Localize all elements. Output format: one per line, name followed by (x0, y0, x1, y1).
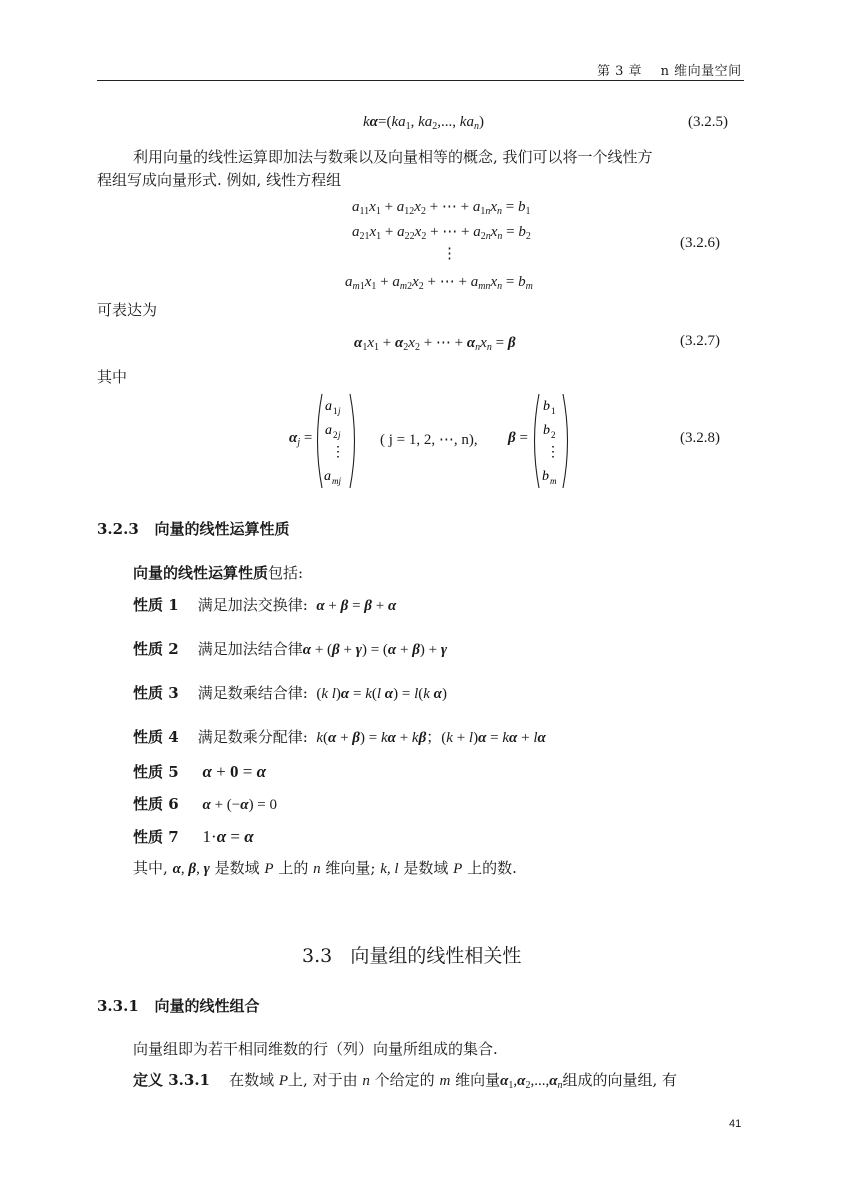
property-7: 性质 7 1·α = α (133, 827, 254, 846)
svg-text:a: a (325, 399, 332, 414)
page-number: 41 (729, 1118, 742, 1130)
def-text: 组成的向量组, 有 (562, 1071, 678, 1089)
property-label: 性质 5 (133, 763, 179, 781)
alpha-column-vector (312, 392, 360, 490)
svg-text:a: a (324, 469, 331, 484)
property-desc: 满足数乘结合律: (197, 684, 308, 702)
section-number: 3.3.1 (97, 997, 139, 1015)
express-label: 可表达为 (97, 301, 158, 319)
system-vdots: ⋮ (442, 246, 457, 262)
note-dim: n (313, 861, 321, 877)
section-number: 3.2.3 (97, 520, 139, 538)
property-desc: 满足加法交换律: (197, 596, 308, 614)
section-title: 向量组的线性相关性 (350, 945, 522, 967)
property-label: 性质 3 (133, 684, 179, 702)
property-desc: 满足加法结合律 (197, 640, 303, 658)
paragraph-line-1: 利用向量的线性运算即加法与数乘以及向量相等的概念, 我们可以将一个线性方 (133, 148, 653, 166)
system-row-1: $a_{11}x_1 + a_{12}x_2$ + ⋯ + $a_{1n}x_n = b_1$ (352, 199, 531, 217)
paragraph-line-2: 程组写成向量形式. 例如, 线性方程组 (97, 171, 342, 189)
property-1: 性质 1 满足加法交换律: α + β = β + α (133, 596, 397, 614)
eqno-3-2-8: (3.2.8) (680, 430, 720, 446)
svg-text:⋮: ⋮ (546, 445, 560, 460)
section-3-3-1-heading (97, 995, 259, 1017)
svg-text:b: b (543, 423, 550, 438)
section-3-3-heading (302, 941, 521, 968)
note-text: 上的 (278, 859, 309, 877)
properties-note: 其中, α, β, γ 是数域 P 上的 n 维向量; k, l 是数域 P 上的数. (133, 859, 517, 877)
eqno-3-2-6: (3.2.6) (680, 235, 720, 251)
note-field: P (453, 861, 463, 877)
svg-text:b: b (542, 469, 549, 484)
section-title: 向量的线性运算性质 (154, 520, 290, 538)
properties-intro-bold: 向量的线性运算性质 (133, 564, 269, 582)
note-field: P (264, 861, 274, 877)
note-text: 其中, (133, 859, 168, 877)
header-rule (97, 80, 744, 81)
beta-column-vector (530, 392, 572, 490)
svg-text:2: 2 (333, 430, 338, 440)
eqno-3-2-5: (3.2.5) (688, 114, 728, 130)
note-text: 上的数. (467, 859, 517, 877)
properties-intro-rest: 包括: (268, 564, 304, 582)
svg-text:2: 2 (551, 430, 556, 440)
where-label: 其中 (97, 368, 128, 386)
property-label: 性质 7 (133, 828, 179, 846)
eqno-3-2-7: (3.2.7) (680, 333, 720, 349)
property-desc: 满足数乘分配律: (197, 728, 308, 746)
properties-intro (133, 562, 303, 584)
svg-text:b: b (543, 399, 550, 414)
property-label: 性质 1 (133, 596, 179, 614)
equation-3-2-5: $k\alpha=(ka_1$, $ka_2$,..., $ka_n$) (363, 114, 484, 132)
property-4: 性质 4 满足数乘分配律: k(α + β) = kα + kβ；(k + l)α = kα + lα (133, 728, 546, 746)
svg-text:j: j (338, 406, 341, 416)
running-header (597, 60, 742, 79)
note-text: 是数域 (403, 859, 449, 877)
svg-text:1: 1 (551, 406, 556, 416)
system-row-m: $a_{m1}x_1 + a_{m2}x_2$ + ⋯ + $a_{mn}x_n = b_m$ (345, 274, 533, 292)
section-number: 3.3 (302, 945, 333, 967)
def-m: m (439, 1073, 451, 1089)
def-n: n (362, 1073, 370, 1089)
property-2: 性质 2 满足加法结合律α + (β + γ) = (α + β) + γ (133, 640, 448, 658)
def-text: 维向量 (455, 1071, 501, 1089)
property-5: 性质 5 α + 0 = α (133, 762, 267, 781)
definition-3-3-1: 定义 3.3.1 在数域 P上, 对于由 n 个给定的 m 维向量$\alpha_1,\alpha_2,...,\alpha_n$组成的向量组, 有 (133, 1071, 678, 1091)
j-range: ( j = 1, 2, ⋯, n), (380, 432, 478, 448)
def-text: 上, 对于由 (288, 1071, 358, 1089)
vector-group-paragraph: 向量组即为若干相同维数的行（列）向量所组成的集合. (133, 1040, 498, 1058)
svg-text:1: 1 (333, 406, 338, 416)
section-title: 向量的线性组合 (154, 997, 260, 1015)
property-label: 性质 2 (133, 640, 179, 658)
note-text: 维向量; (325, 859, 376, 877)
header-chapter: 第 3 章 (597, 64, 643, 79)
svg-text:a: a (325, 423, 332, 438)
def-field: P (278, 1073, 289, 1089)
svg-text:m: m (550, 476, 557, 486)
property-label: 性质 4 (133, 728, 179, 746)
def-text: 在数域 (229, 1071, 275, 1089)
beta-lhs: β = (508, 430, 528, 446)
property-label: 性质 6 (133, 795, 179, 813)
system-row-2: $a_{21}x_1 + a_{22}x_2$ + ⋯ + $a_{2n}x_n = b_2$ (352, 224, 531, 242)
svg-text:⋮: ⋮ (331, 445, 345, 460)
note-text: 是数域 (214, 859, 260, 877)
svg-text:j: j (338, 430, 341, 440)
section-3-2-3-heading (97, 518, 289, 540)
svg-text:mj: mj (332, 476, 341, 486)
property-6: 性质 6 α + (−α) = 0 (133, 795, 278, 813)
alpha-j-lhs: $\alpha_j$ = (289, 430, 313, 448)
def-text: 个给定的 (374, 1071, 435, 1089)
note-scalars: k, l (380, 861, 399, 877)
definition-label: 定义 3.3.1 (133, 1071, 210, 1089)
property-3: 性质 3 满足数乘结合律: (k l)α = k(l α) = l(k α) (133, 684, 447, 702)
header-title: n 维向量空间 (660, 64, 742, 79)
equation-3-2-7: $\alpha_1x_1 + \alpha_2x_2$ + ⋯ + $\alpha_nx_n = \beta$ (354, 335, 516, 353)
